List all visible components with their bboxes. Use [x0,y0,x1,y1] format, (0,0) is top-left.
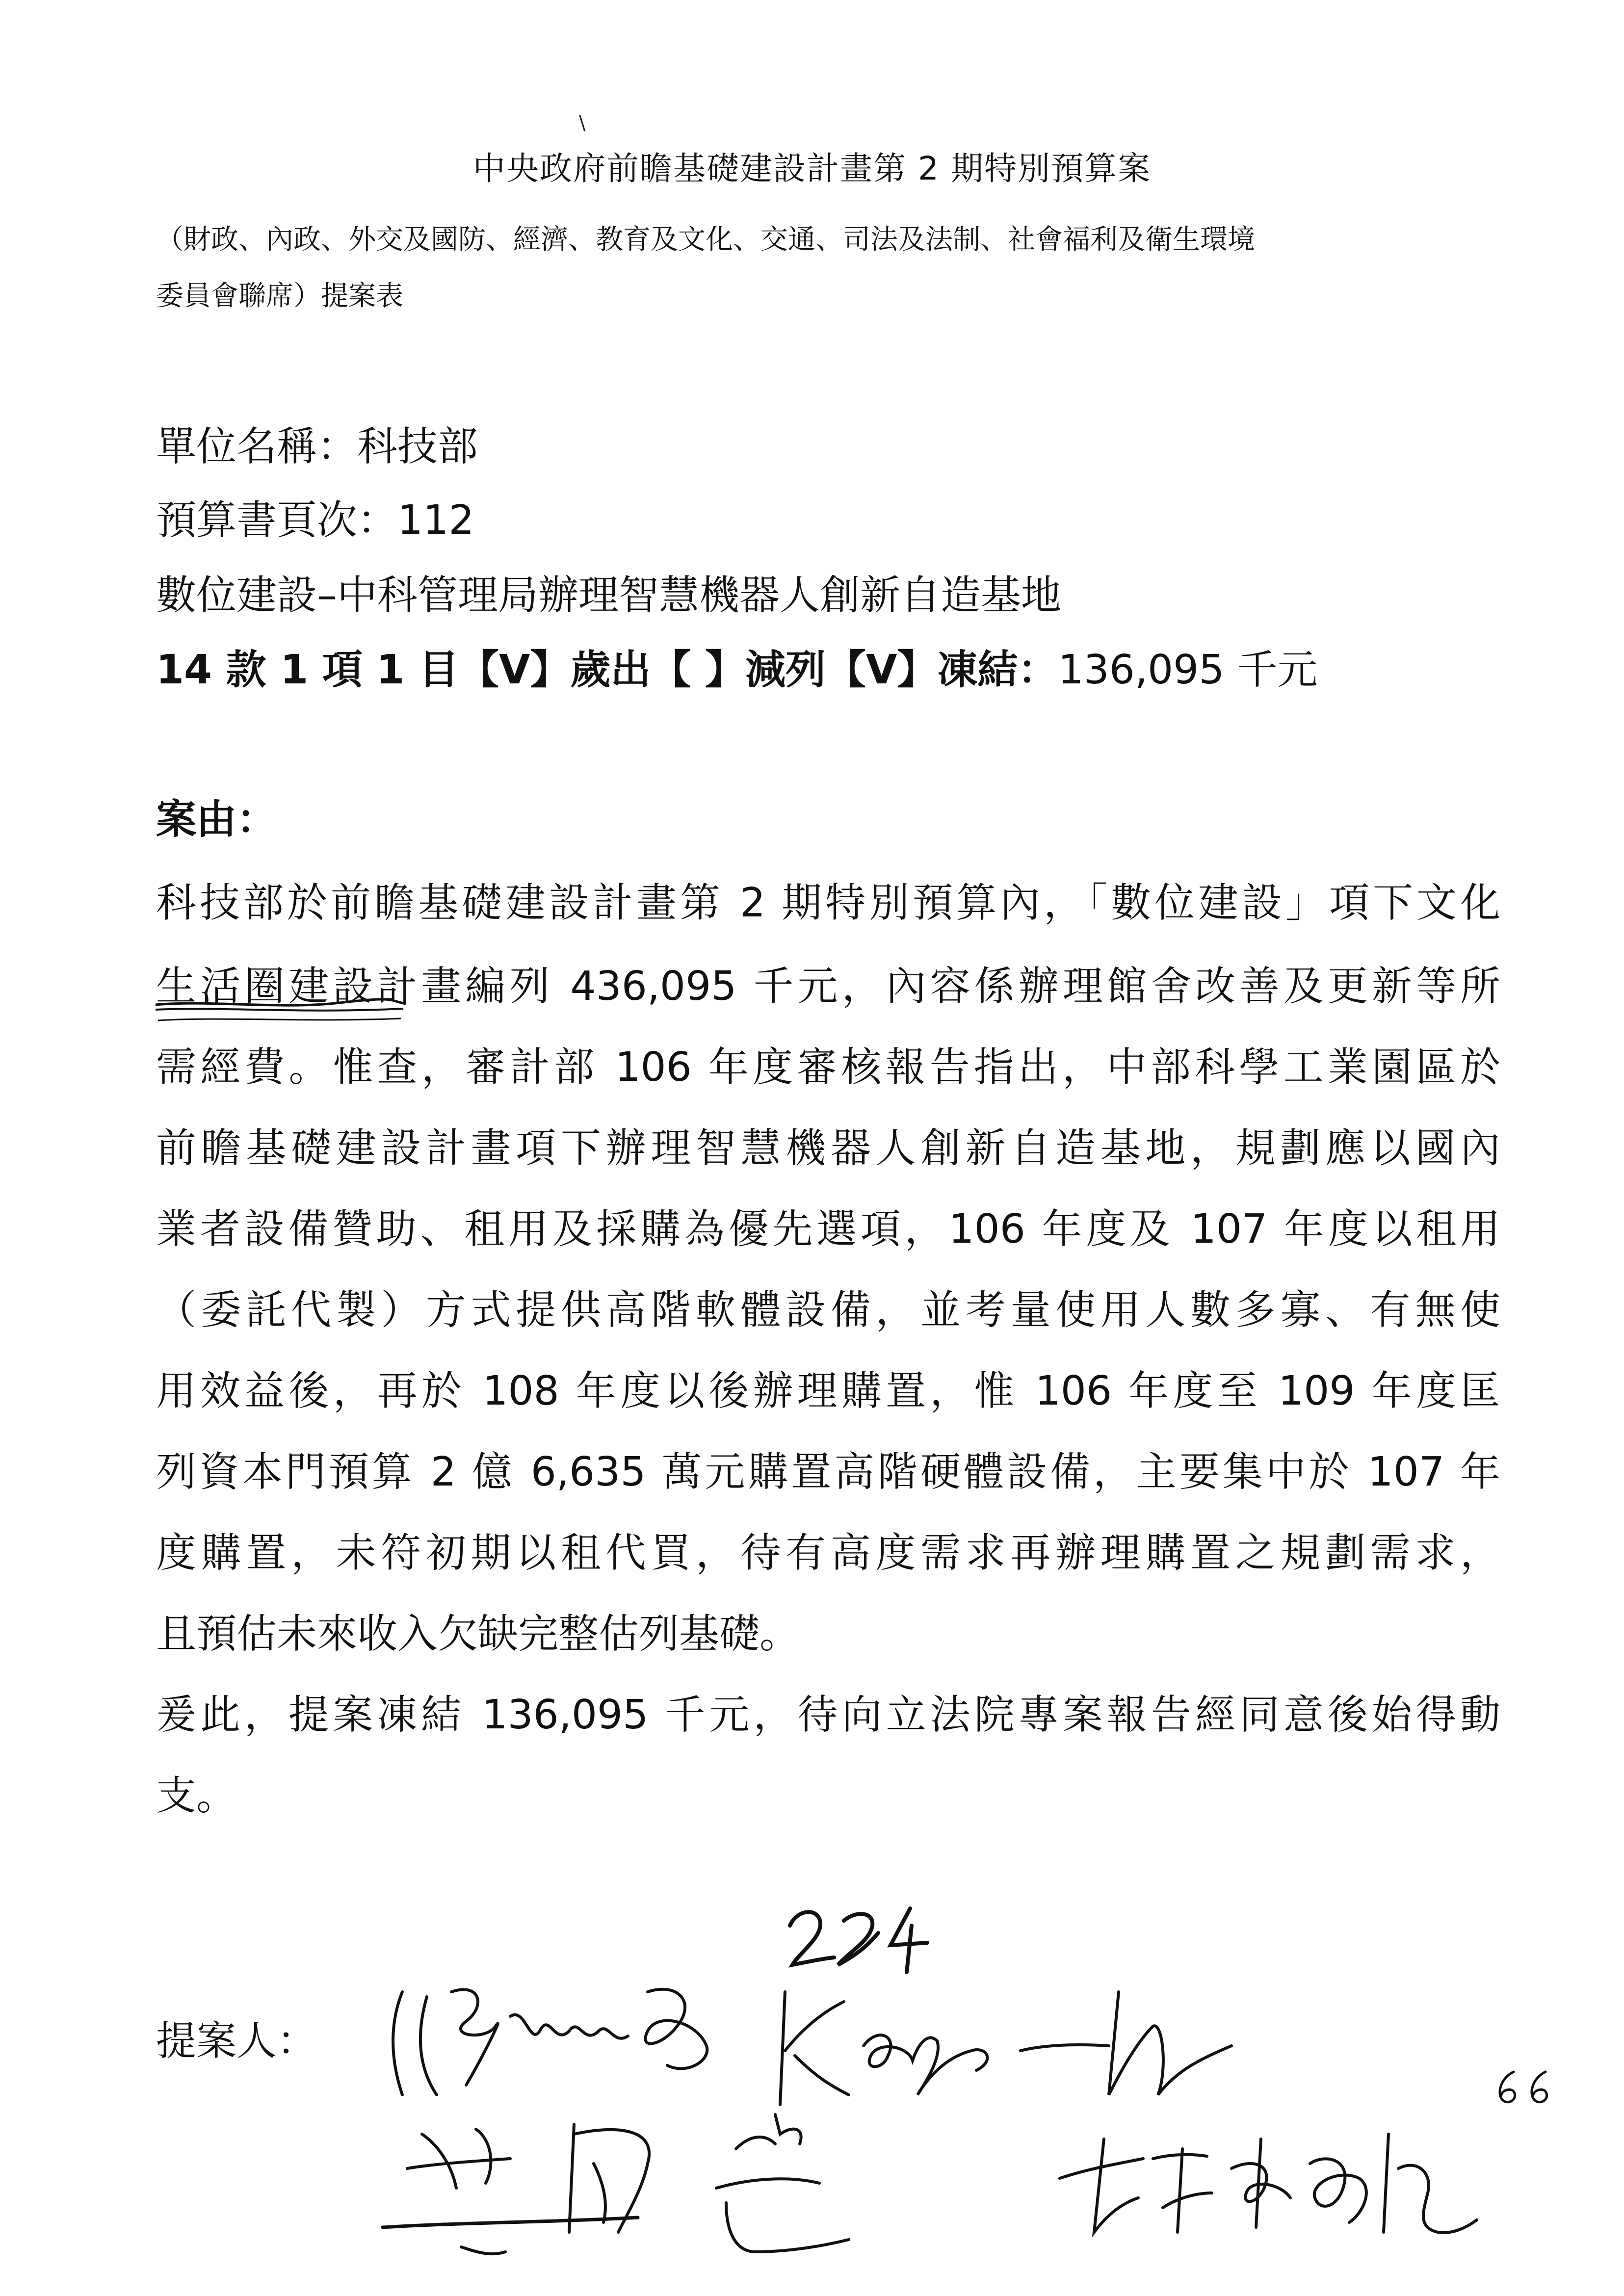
handwritten-page-66 [1492,2068,1555,2107]
reason-line: 需經費。惟查，審計部 106 年度審核報告指出，中部科學工業園區於 [156,1044,1500,1091]
reason-line: 爰此，提案凍結 136,095 千元，待向立法院專案報告經同意後始得動 [156,1692,1500,1738]
signature-3 [363,2105,952,2271]
budget-category [156,638,1318,695]
unit-name: 單位名稱：科技部 [156,423,478,470]
reason-heading: 案由： [156,796,277,843]
reason-line: （委託代製）方式提供高階軟體設備，並考量使用人數多寡、有無使 [156,1287,1500,1333]
handwritten-number-294 [780,1899,937,1977]
freeze-amount: 136,095 千元 [1058,647,1318,693]
reason-line: 前瞻基礎建設計畫項下辦理智慧機器人創新自造基地，規劃應以國內 [156,1125,1500,1172]
reason-line: 列資本門預算 2 億 6,635 萬元購置高階硬體設備，主要集中於 107 年 [156,1449,1500,1495]
reason-line: 且預估未來收入欠缺完整估列基礎。 [156,1611,800,1657]
signature-4 [1045,2110,1487,2247]
document-title: 中央政府前瞻基礎建設計畫第 2 期特別預算案 [473,150,1151,187]
committee-line-1: （財政、內政、外交及國防、經濟、教育及文化、交通、司法及法制、社會福利及衛生環境 [156,224,1255,256]
handwritten-strikethrough [153,981,408,1025]
budget-item: 數位建設–中科管理局辦理智慧機器人創新自造基地 [156,572,1062,619]
reason-line: 用效益後，再於 108 年度以後辦理購置，惟 106 年度至 109 年度匡 [156,1368,1500,1414]
signature-1 [383,1962,785,2119]
reason-line: 支。 [156,1773,237,1819]
signature-2 [765,1972,1256,2119]
reason-line: 度購置，未符初期以租代買，待有高度需求再辦理購置之規劃需求， [156,1530,1500,1576]
category-label: 14 款 1 項 1 目【V】歲出【 】減列【V】凍結： [156,647,1058,693]
reason-line: 生活圈建設計畫編列 436,095 千元，內容係辦理館舍改善及更新等所 [156,963,1500,1010]
committee-line-2: 委員會聯席）提案表 [156,280,403,312]
proposer-label: 提案人： [156,2018,317,2064]
reason-line: 科技部於前瞻基礎建設計畫第 2 期特別預算內，「數位建設」項下文化 [156,880,1500,926]
budget-page: 預算書頁次：112 [156,497,474,544]
scan-mark: \ [579,112,586,134]
reason-line: 業者設備贊助、租用及採購為優先選項，106 年度及 107 年度以租用 [156,1206,1500,1252]
